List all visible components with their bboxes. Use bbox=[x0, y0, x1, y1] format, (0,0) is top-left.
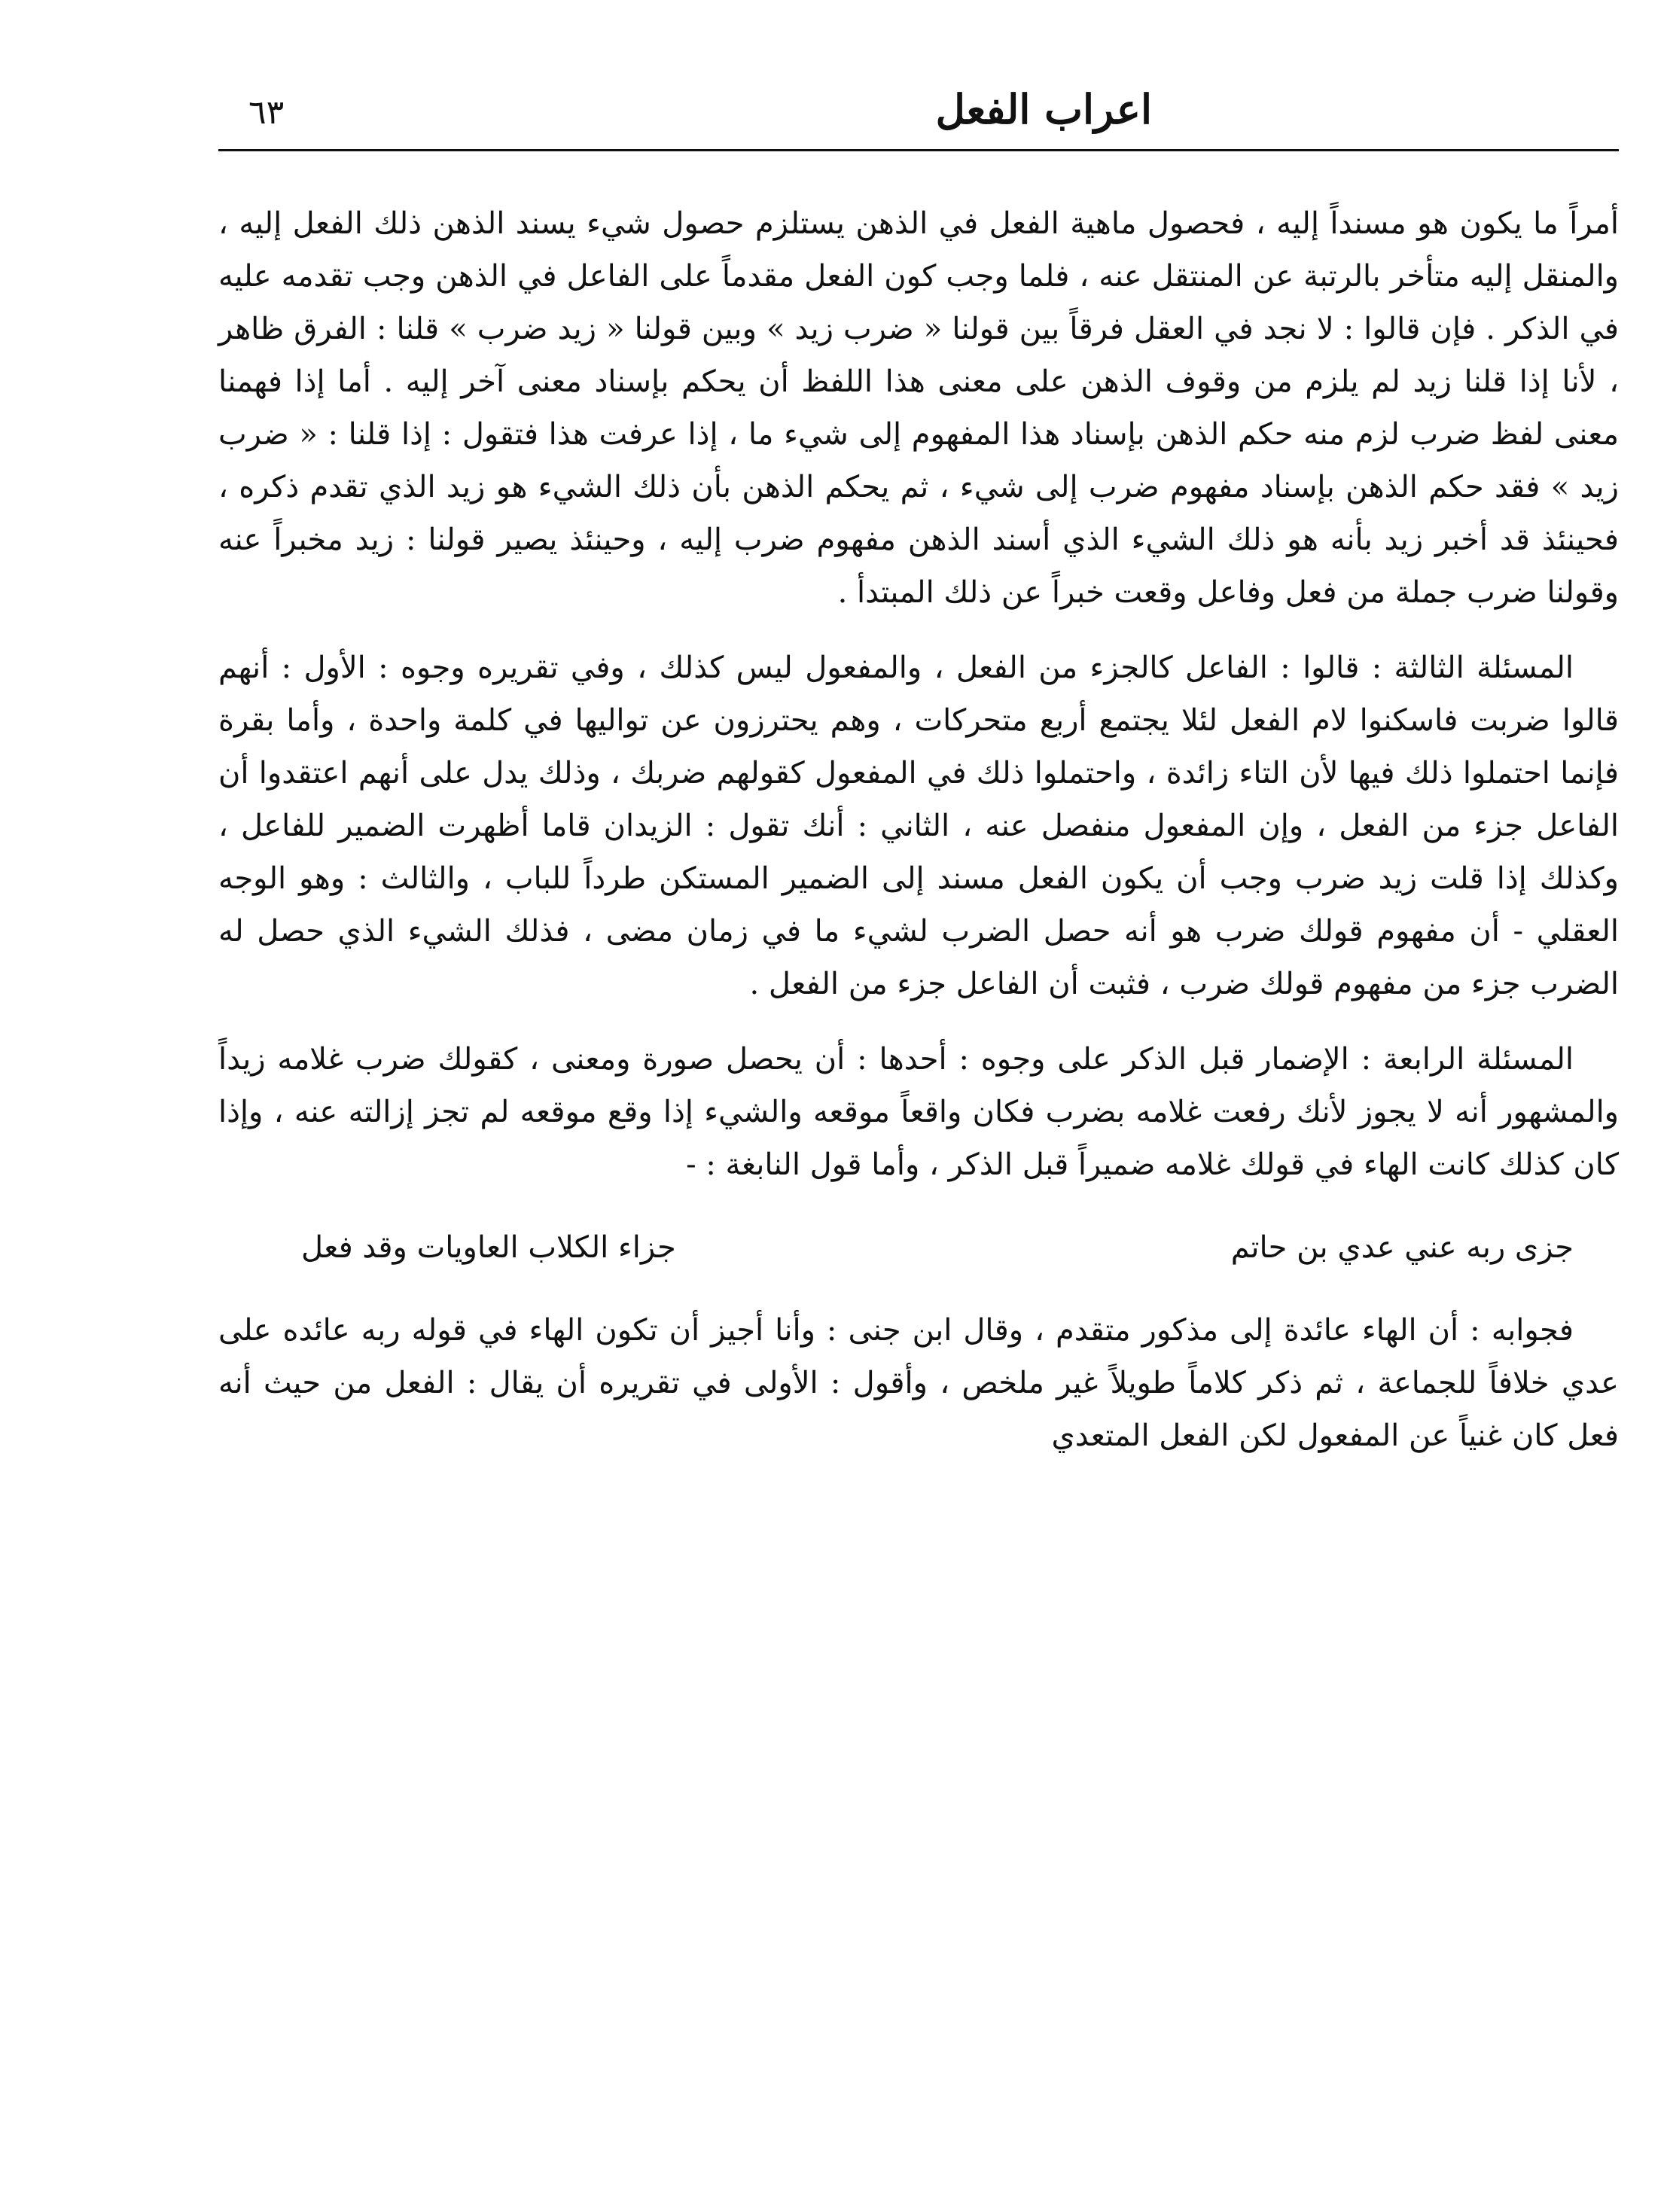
paragraph-4: فجوابه : أن الهاء عائدة إلى مذكور متقدم ، وقال ابن جنى : وأنا أجيز أن تكون الهاء في قوله ربه عائده على عدي خلافاً للجماعة ، ثم ذكر كلاماً طويلاً غير ملخص ، وأقول : الأولى في تقريره أن يقال : الفعل من حيث أنه فعل كان غنياً عن المفعول لكن الفعل المتعدي bbox=[218, 1313, 1619, 1453]
running-title: اعراب الفعل bbox=[935, 85, 1152, 133]
verse-right-hemistich: جزى ربه عني عدي بن حاتم bbox=[1230, 1230, 1574, 1265]
paragraph-1: أمراً ما يكون هو مسنداً إليه ، فحصول ماهية الفعل في الذهن يستلزم حصول شيء يسند الذهن ذلك الفعل إليه ، والمنقل إليه متأخر بالرتبة عن المنتقل عنه ، فلما وجب كون الفعل مقدماً على الفاعل في الذهن وجب تقدمه عليه في الذكر . فإن قالوا : لا نجد في العقل فرقاً بين قولنا « ضرب زيد » وبين قولنا « زيد ضرب » قلنا : الفرق ظاهر ، لأنا إذا قلنا زيد لم يلزم من وقوف الذهن على معنى هذا اللفظ أن يحكم بإسناد معنى آخر إليه . أما إذا فهمنا معنى لفظ ضرب لزم منه حكم الذهن بإسناد هذا المفهوم إلى شيء ما ، إذا عرفت هذا فتقول : إذا قلنا : « ضرب زيد » فقد حكم الذهن بإسناد مفهوم ضرب إلى شيء ، ثم يحكم الذهن بأن ذلك الشيء هو زيد الذي تقدم ذكره ، فحينئذ قد أخبر زيد بأنه هو ذلك الشيء الذي أسند الذهن مفهوم ضرب إليه ، وحينئذ يصير قولنا : زيد مخبراً عنه وقولنا ضرب جملة من فعل وفاعل وقعت خبراً عن ذلك المبتدأ . bbox=[218, 206, 1620, 610]
page-number: ٦٣ bbox=[248, 93, 285, 132]
poetry-verse bbox=[218, 1221, 1619, 1274]
body-text bbox=[218, 197, 1619, 1462]
paragraph-2: المسئلة الثالثة : قالوا : الفاعل كالجزء من الفعل ، والمفعول ليس كذلك ، وفي تقريره وجوه : الأول : أنهم قالوا ضربت فاسكنوا لام الفعل لئلا يجتمع أربع متحركات ، وهم يحترزون عن تواليها في كلمة واحدة ، وأما بقرة فإنما احتملوا ذلك فيها لأن التاء زائدة ، واحتملوا ذلك في المفعول كقولهم ضربك ، وذلك يدل على أنهم اعتقدوا أن الفاعل جزء من الفعل ، وإن المفعول منفصل عنه ، الثاني : أنك تقول : الزيدان قاما أظهرت الضمير للفاعل ، وكذلك إذا قلت زيد ضرب وجب أن يكون الفعل مسند إلى الضمير المستكن طرداً للباب ، والثالث : وهو الوجه العقلي - أن مفهوم قولك ضرب هو أنه حصل الضرب لشيء ما في زمان مضى ، فذلك الشيء الذي حصل له الضرب جزء من مفهوم قولك ضرب ، فثبت أن الفاعل جزء من الفعل . bbox=[218, 650, 1620, 1001]
paragraph-3: المسئلة الرابعة : الإضمار قبل الذكر على وجوه : أحدها : أن يحصل صورة ومعنى ، كقولك ضرب غلامه زيداً والمشهور أنه لا يجوز لأنك رفعت غلامه بضرب فكان واقعاً موقعه والشيء إذا وقع موقعه لم تجز إزالته عنه ، وإذا كان كذلك كانت الهاء في قولك غلامه ضميراً قبل الذكر ، وأما قول النابغة : - bbox=[218, 1042, 1619, 1182]
page-header bbox=[218, 75, 1619, 151]
verse-left-hemistich: جزاء الكلاب العاويات وقد فعل bbox=[301, 1230, 676, 1265]
header-rule bbox=[218, 149, 1619, 151]
